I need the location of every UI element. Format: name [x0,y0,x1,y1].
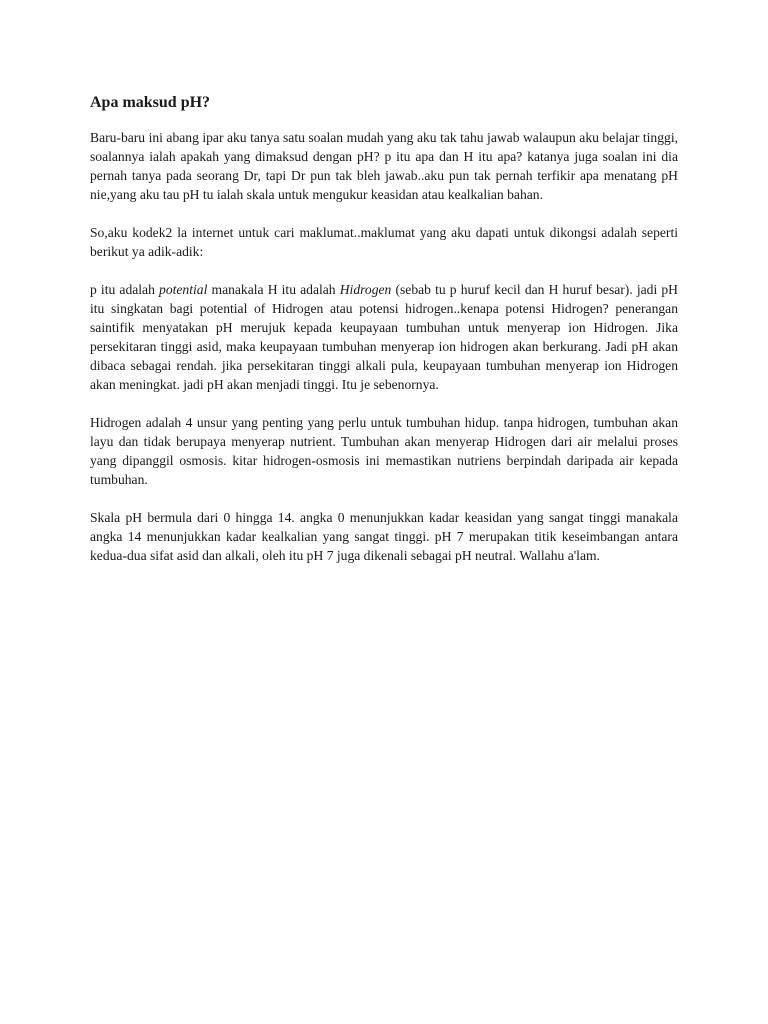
paragraph-intro: Baru-baru ini abang ipar aku tanya satu soalan mudah yang aku tak tahu jawab walaupun aku belajar tinggi, soalannya ialah apakah yang dimaksud dengan pH? p itu apa dan H itu apa? katanya juga soalan ini dia pernah tanya pada seorang Dr, tapi Dr pun tak bleh jawab..aku pun tak pernah terfikir apa menatang pH nie,yang aku tau pH tu ialah skala untuk mengukur keasidan atau kealkalian bahan. [90,130,678,202]
paragraph-scale: Skala pH bermula dari 0 hingga 14. angka 0 menunjukkan kadar keasidan yang sangat tinggi manakala angka 14 menunjukkan kadar kealkalian yang sangat tinggi. pH 7 merupakan titik keseimbangan antara kedua-dua sifat asid dan alkali, oleh itu pH 7 juga dikenali sebagai pH neutral. Wallahu a'lam. [90,510,678,563]
document-page [90,92,678,584]
paragraph-ph-text-3: (sebab tu p huruf kecil dan H huruf besar). jadi pH itu singkatan bagi potential of Hidrogen atau potensi hidrogen..kenapa potensi Hidrogen? penerangan saintifik menyatakan pH merujuk kepada keupayaan tumbuhan untuk menyerap ion Hidrogen. Jika persekitaran tinggi asid, maka keupayaan tumbuhan menyerap ion hidrogen akan berkurang. Jadi pH akan dibaca sebagai rendah. jika persekitaran tinggi alkali pula, keupayaan tumbuhan menyerap ion Hidrogen akan meningkat. jadi pH akan menjadi tinggi. Itu je sebenornya. [90,282,678,392]
page-title: Apa maksud pH? [90,94,211,111]
paragraph-hydrogen: Hidrogen adalah 4 unsur yang penting yang perlu untuk tumbuhan hidup. tanpa hidrogen, tumbuhan akan layu dan tidak berupaya menyerap nutrient. Tumbuhan akan menyerap Hidrogen dari air melalui proses yang dipanggil osmosis. kitar hidrogen-osmosis ini memastikan nutriens berpindah daripada air kepada tumbuhan. [90,415,678,487]
paragraph-ph-text-1: p itu adalah [90,282,160,297]
paragraph-ph-meaning [90,280,678,394]
paragraph-ph-text-2: manakala H itu adalah [207,282,340,297]
hidrogen-term: Hidrogen [339,282,392,297]
potential-term: potential [159,282,208,297]
paragraph-search: So,aku kodek2 la internet untuk cari maklumat..maklumat yang aku dapati untuk dikongsi adalah seperti berikut ya adik-adik: [90,225,678,259]
